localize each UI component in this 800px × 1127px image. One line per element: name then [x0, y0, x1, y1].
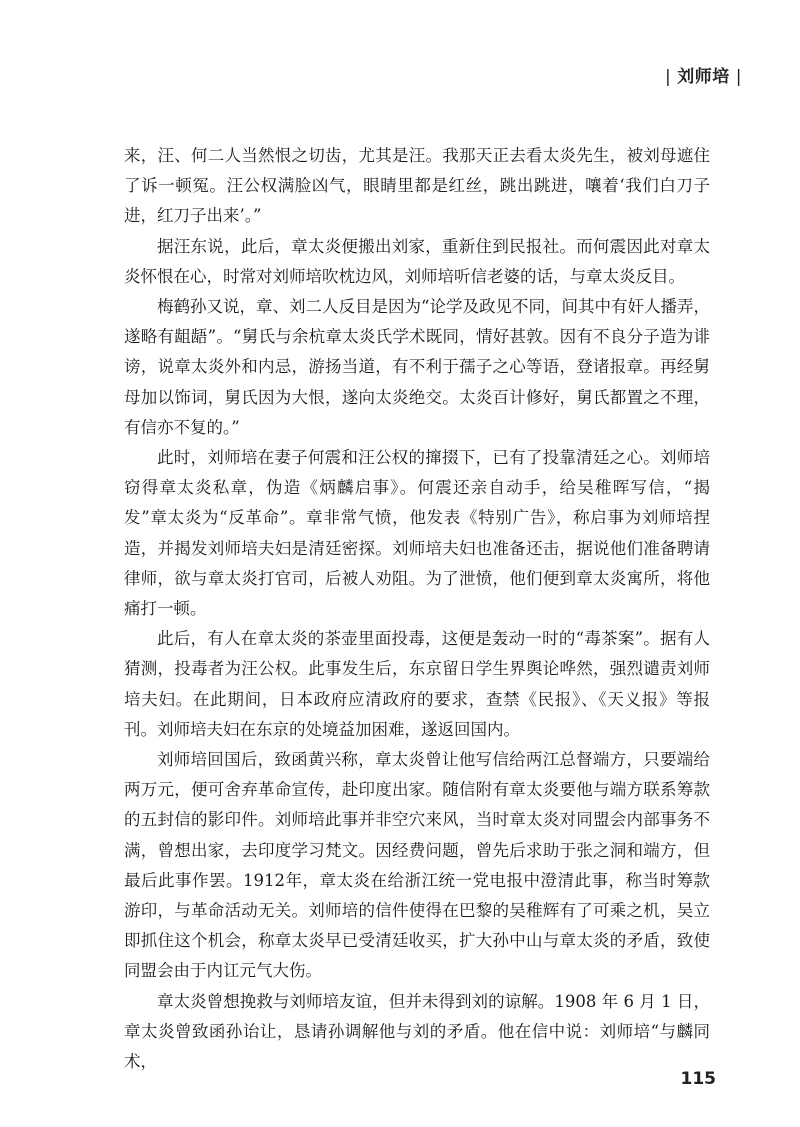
body-text: [124, 141, 710, 1077]
header-bar-right: |: [735, 67, 742, 87]
paragraph: 刘师培回国后，致函黄兴称，章太炎曾让他写信给两江总督端方，只要端给两万元，便可舍弃革命宣传，赴印度出家。随信附有章太炎要他与端方联系筹款的五封信的影印件。刘师培此事并非空穴来风，当时章太炎对同盟会内部事务不满，曾想出家，去印度学习梵文。因经费问题，曾先后求助于张之洞和端方，但最后此事作罢。1912年，章太炎在给浙江统一党电报中澄清此事，称当时筹款游印，与革命活动无关。刘师培的信件使得在巴黎的吴稚辉有了可乘之机，吴立即抓住这个机会，称章太炎早已受清廷收买，扩大孙中山与章太炎的矛盾，致使同盟会由于内讧元气大伤。: [124, 750, 710, 981]
paragraph: 此后，有人在章太炎的茶壶里面投毒，这便是轰动一时的“毒茶案”。据有人猜测，投毒者为汪公权。此事发生后，东京留日学生界舆论哗然，强烈谴责刘师培夫妇。在此期间，日本政府应清政府的要求，查禁《民报》、《天义报》等报刊。刘师培夫妇在东京的处境益加困难，遂返回国内。: [124, 629, 710, 739]
paragraph: 据汪东说，此后，章太炎便搬出刘家，重新住到民报社。而何震因此对章太炎怀恨在心，时常对刘师培吹枕边风，刘师培听信老婆的话，与章太炎反目。: [124, 236, 710, 286]
header-bar-left: |: [665, 67, 672, 87]
page-number: 115: [680, 1069, 716, 1089]
paragraph: 章太炎曾想挽救与刘师培友谊，但并未得到刘的谅解。1908 年 6 月 1 日，章太炎曾致函孙诒让，恳请孙调解他与刘的矛盾。他在信中说：刘师培“与麟同术，: [124, 991, 710, 1072]
paragraph-continued: 来，汪、何二人当然恨之切齿，尤其是汪。我那天正去看太炎先生，被刘母遮住了诉一顿冤。汪公权满脸凶气，眼睛里都是红丝，跳出跳进，嚷着‘我们白刀子进，红刀子出来’。”: [124, 146, 710, 226]
paragraph: 此时，刘师培在妻子何震和汪公权的撺掇下，已有了投靠清廷之心。刘师培窃得章太炎私章，伪造《炳麟启事》。何震还亲自动手，给吴稚晖写信，“揭发”章太炎为“反革命”。章非常气愤，他发表《特别广告》，称启事为刘师培捏造，并揭发刘师培夫妇是清廷密探。刘师培夫妇也准备还击，据说他们准备聘请律师，欲与章太炎打官司，后被人劝阻。为了泄愤，他们便到章太炎寓所，将他痛打一顿。: [124, 448, 710, 619]
chapter-title: 刘师培: [677, 67, 730, 87]
paragraph: 梅鹤孙又说，章、刘二人反目是因为“论学及政见不同，间其中有奸人播弄，遂略有龃龉”。“舅氏与余杭章太炎氏学术既同，情好甚敦。因有不良分子造为诽谤，说章太炎外和内忌，游扬当道，有不利于孺子之心等语，登诸报章。再经舅母加以饰词，舅氏因为大恨，遂向太炎绝交。太炎百计修好，舅氏都置之不理，有信亦不复的。”: [124, 297, 710, 437]
running-header: [659, 62, 748, 87]
